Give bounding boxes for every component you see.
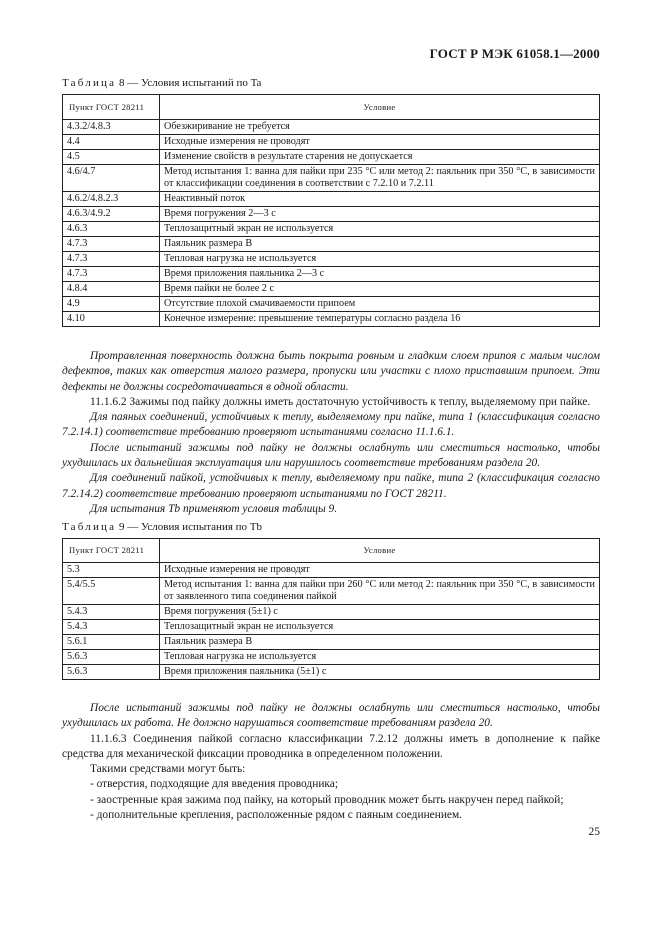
table-row <box>63 165 600 192</box>
condition-cell: Конечное измерение: превышение температуры согласно раздела 16 <box>160 312 600 327</box>
paragraph-means-intro: Такими средствами могут быть: <box>90 763 246 776</box>
table-row <box>63 237 600 252</box>
table8-header-row <box>63 95 600 120</box>
condition-cell: Метод испытания 1: ванна для пайки при 260 °С или метод 2: паяльник при 350 °С, в зависимости от заявленного типа соединения пайкой <box>160 578 600 605</box>
paragraph-after-tests: После испытаний зажимы под пайку не должны ослабнуть или сместиться настолько, чтобы ухудшилась их дальнейшая эксплуатация или нарушилось соответствие требованиям раздела 20. <box>62 441 600 470</box>
point-cell: 4.3.2/4.8.3 <box>63 120 160 135</box>
point-cell: 4.4 <box>63 135 160 150</box>
table8-col-point: Пункт ГОСТ 28211 <box>63 95 160 120</box>
point-cell: 4.7.3 <box>63 237 160 252</box>
point-cell: 5.6.3 <box>63 665 160 680</box>
table8-col-condition: Условие <box>160 95 600 120</box>
point-cell: 4.9 <box>63 297 160 312</box>
condition-cell: Время погружения (5±1) с <box>160 605 600 620</box>
table-row <box>63 150 600 165</box>
table-row <box>63 665 600 680</box>
table-row <box>63 222 600 237</box>
page-number: 25 <box>588 826 600 838</box>
point-cell: 4.10 <box>63 312 160 327</box>
paragraph-tb: Для испытания Tb применяют условия таблицы 9. <box>90 502 338 515</box>
condition-cell: Обезжиривание не требуется <box>160 120 600 135</box>
condition-cell: Теплозащитный экран не используется <box>160 222 600 237</box>
paragraph-type2: Для соединений пайкой, устойчивых к теплу, выделяемому при пайке, типа 2 (классификация согласно 7.2.14.2) соответствие требованию проверяют испытаниями по ГОСТ 28211. <box>62 472 600 500</box>
table-row <box>63 605 600 620</box>
point-cell: 5.4.3 <box>63 620 160 635</box>
table-row <box>63 297 600 312</box>
paragraph-surface: Протравленная поверхность должна быть покрыта ровным и гладким слоем припоя с малым числом дефектов, таких как отверстия малого размера, пропуски или участки с плохо приставшим припоем. Эти дефекты не должны сосредотачиваться в одной области. <box>62 350 600 393</box>
paragraph-after-tests-2: После испытаний зажимы под пайку не должны ослабнуть или сместиться настолько, чтобы ухудшилась их работа. Не должно нарушаться соответствие требованиям раздела 20. <box>62 702 600 730</box>
table9-caption-word: Таблица <box>62 521 117 533</box>
table-row <box>63 312 600 327</box>
table-row <box>63 563 600 578</box>
condition-cell: Паяльник размера В <box>160 237 600 252</box>
point-cell: 4.7.3 <box>63 267 160 282</box>
condition-cell: Время приложения паяльника 2—3 с <box>160 267 600 282</box>
table9-col-point: Пункт ГОСТ 28211 <box>63 539 160 563</box>
table9-col-condition: Условие <box>160 539 600 563</box>
point-cell: 4.6.2/4.8.2.3 <box>63 192 160 207</box>
table9 <box>62 538 600 680</box>
condition-cell: Отсутствие плохой смачиваемости припоем <box>160 297 600 312</box>
table8 <box>62 94 600 327</box>
condition-cell: Время приложения паяльника (5±1) с <box>160 665 600 680</box>
condition-cell: Тепловая нагрузка не используется <box>160 252 600 267</box>
paragraph-type1: Для паяных соединений, устойчивых к теплу, выделяемому при пайке, типа 1 (классификация согласно 7.2.14.1) соответствие требованию проверяют испытаниями согласно 11.1.6.1. <box>62 411 600 439</box>
table-row <box>63 282 600 297</box>
point-cell: 4.6.3 <box>63 222 160 237</box>
condition-cell: Паяльник размера В <box>160 635 600 650</box>
point-cell: 4.6/4.7 <box>63 165 160 192</box>
table9-caption <box>62 521 262 533</box>
body-text-2 <box>62 701 600 823</box>
table9-caption-text: 9 — Условия испытания по Tb <box>116 521 262 533</box>
table-row <box>63 578 600 605</box>
body-text-1 <box>62 349 600 517</box>
condition-cell: Исходные измерения не проводят <box>160 563 600 578</box>
table-row <box>63 635 600 650</box>
table8-caption-word: Таблица <box>62 77 117 89</box>
table9-header-row <box>63 539 600 563</box>
point-cell: 5.3 <box>63 563 160 578</box>
table-row <box>63 650 600 665</box>
condition-cell: Изменение свойств в результате старения не допускается <box>160 150 600 165</box>
table-row <box>63 192 600 207</box>
table-row <box>63 120 600 135</box>
condition-cell: Время погружения 2—3 с <box>160 207 600 222</box>
condition-cell: Исходные измерения не проводят <box>160 135 600 150</box>
condition-cell: Время пайки не более 2 с <box>160 282 600 297</box>
condition-cell: Тепловая нагрузка не используется <box>160 650 600 665</box>
point-cell: 5.4/5.5 <box>63 578 160 605</box>
condition-cell: Метод испытания 1: ванна для пайки при 235 °С или метод 2: паяльник при 350 °С, в зависимости от классификации соединения в соответствии с 7.2.10 и 7.2.11 <box>160 165 600 192</box>
list-item-edges: - заостренные края зажима под пайку, на который проводник может быть накручен перед пайкой; <box>90 793 564 806</box>
table-row <box>63 620 600 635</box>
point-cell: 5.6.1 <box>63 635 160 650</box>
table-row <box>63 267 600 282</box>
point-cell: 5.4.3 <box>63 605 160 620</box>
table8-caption-text: 8 — Условия испытаний по Ta <box>116 77 262 89</box>
list-item-holes: - отверстия, подходящие для введения проводника; <box>90 778 338 791</box>
table-row <box>63 135 600 150</box>
table8-caption <box>62 77 261 89</box>
condition-cell: Неактивный поток <box>160 192 600 207</box>
condition-cell: Теплозащитный экран не используется <box>160 620 600 635</box>
table-row <box>63 207 600 222</box>
list-item-fasteners: - дополнительные крепления, расположенные рядом с паяным соединением. <box>90 809 463 822</box>
point-cell: 4.6.3/4.9.2 <box>63 207 160 222</box>
table-row <box>63 252 600 267</box>
point-cell: 5.6.3 <box>63 650 160 665</box>
document-code-header: ГОСТ Р МЭК 61058.1—2000 <box>429 46 600 61</box>
paragraph-11-1-6-3: 11.1.6.3 Соединения пайкой согласно классификации 7.2.12 должны иметь в дополнение к пайке средства для механической фиксации проводника в определенном положении. <box>62 732 600 760</box>
point-cell: 4.5 <box>63 150 160 165</box>
point-cell: 4.8.4 <box>63 282 160 297</box>
paragraph-11-1-6-2: 11.1.6.2 Зажимы под пайку должны иметь достаточную устойчивость к теплу, выделяемому при пайке. <box>90 395 591 408</box>
point-cell: 4.7.3 <box>63 252 160 267</box>
